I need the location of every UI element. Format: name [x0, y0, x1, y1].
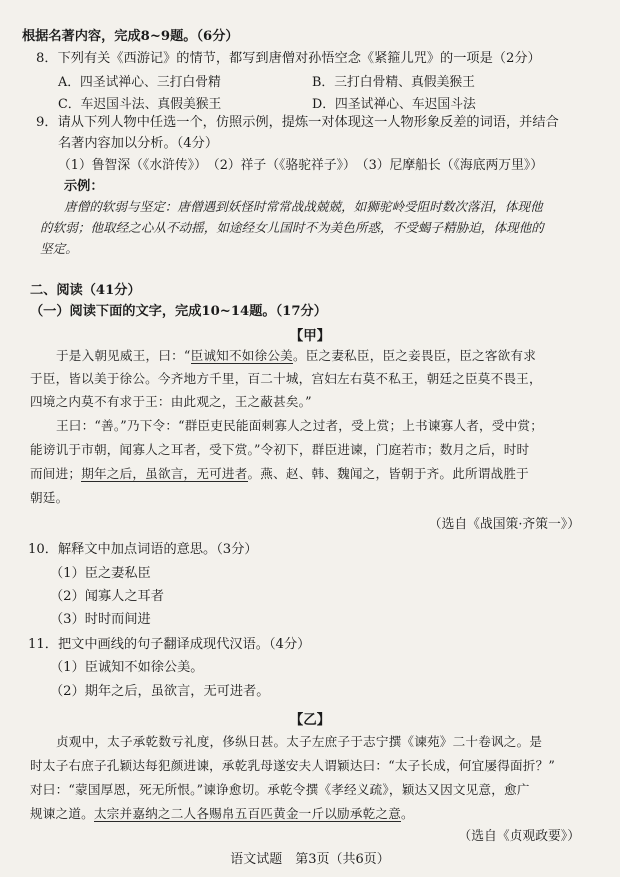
jia-underlined-sentence-2: 期年之后，虽欲言，无可进者 — [81, 466, 248, 481]
part-1-heading: （一）阅读下面的文字，完成10~14题。（17分） — [30, 304, 327, 319]
q8-option-c: C．车迟国斗法、真假美猴王 — [58, 97, 222, 112]
q9-choices: （1）鲁智深（《水浒传》） （2）祥子（《骆驼祥子》） （3）尼摩船长（《海底两万里》） — [58, 158, 544, 173]
q9-example-label: 示例： — [64, 179, 104, 194]
passage-jia-title: 【甲】 — [289, 328, 331, 344]
jia-paragraph2-line1: 王曰：“善。”乃下令：“群臣吏民能面刺寡人之过者，受上赏；上书谏寡人者，受中赏； — [56, 418, 543, 433]
passage-yi-title: 【乙】 — [289, 712, 331, 728]
q8-option-b: B．三打白骨精、真假美猴王 — [312, 75, 475, 90]
q8-option-d: D．四圣试禅心、车迟国斗法 — [312, 97, 476, 112]
q8-stem: 8．下列有关《西游记》的情节，都写到唐僧对孙悟空念《紧箍儿咒》的一项是（2分） — [36, 51, 541, 66]
reading-intro: 根据名著内容，完成8~9题。（6分） — [22, 29, 239, 44]
section-2-heading: 二、阅读（41分） — [30, 283, 141, 298]
q9-stem-line1: 9．请从下列人物中任选一个，仿照示例，提炼一对体现这一人物形象反差的词语，并结合 — [36, 115, 559, 130]
jia-paragraph2-line2: 能谤讥于市朝，闻寡人之耳者，受下赏。”令初下，群臣进谏，门庭若市；数月之后，时时 — [30, 442, 530, 457]
jia-text: 而间进； — [30, 466, 82, 481]
q9-example-line1: 唐僧的软弱与坚定：唐僧遇到妖怪时常常战战兢兢，如狮驼岭受阻时数次落泪，体现他 — [64, 199, 543, 214]
jia-paragraph1-line2: 于臣，皆以美于徐公。今齐地方千里，百二十城，宫妇左右莫不私王，朝廷之臣莫不畏王， — [30, 371, 542, 386]
yi-source: （选自《贞观政要》） — [458, 829, 580, 844]
jia-text: 于是入朝见威王，曰：“ — [56, 348, 191, 363]
page-footer: 语文试题 第3页（共6页） — [230, 852, 390, 867]
q10-item1: （1）臣之妻私臣 — [50, 566, 151, 581]
q11-stem: 11．把文中画线的句子翻译成现代汉语。（4分） — [28, 637, 311, 652]
q10-item3: （3）时时而间进 — [50, 612, 151, 627]
yi-text: 。 — [401, 806, 414, 821]
yi-line3: 对曰：“蒙国厚恩，死无所恨。”谏诤愈切。承乾令撰《孝经义疏》，颖达又因文见意，愈广 — [30, 782, 530, 797]
q9-example-line2: 的软弱；他取经之心从不动摇，如途经女儿国时不为美色所惑，不受蝎子精胁迫，体现他的 — [40, 220, 544, 235]
jia-paragraph2-line4: 朝廷。 — [30, 490, 69, 505]
jia-text: 。臣之妻私臣，臣之妾畏臣，臣之客欲有求 — [292, 348, 537, 363]
jia-paragraph1-line1 — [56, 347, 536, 365]
yi-text: 规谏之道。 — [30, 806, 94, 821]
q8-option-a: A．四圣试禅心、三打白骨精 — [58, 75, 221, 90]
jia-paragraph1-line3: 四境之内莫不有求于王：由此观之，王之蔽甚矣。” — [30, 394, 312, 409]
yi-line1: 贞观中，太子承乾数亏礼度，侈纵日甚。太子左庶子于志宁撰《谏苑》二十卷讽之。是 — [56, 734, 543, 749]
q10-item2: （2）闻寡人之耳者 — [50, 589, 164, 604]
jia-text: 。燕、赵、韩、魏闻之，皆朝于齐。此所谓战胜于 — [247, 466, 529, 481]
jia-underlined-sentence-1: 臣诚知不如徐公美 — [190, 348, 293, 363]
q10-stem: 10．解释文中加点词语的意思。（3分） — [28, 542, 258, 557]
yi-line4 — [30, 805, 414, 823]
jia-paragraph2-line3 — [30, 465, 529, 483]
q9-example-line3: 坚定。 — [40, 241, 78, 256]
q11-item1: （1）臣诚知不如徐公美。 — [50, 660, 204, 675]
q9-stem-line2: 名著内容加以分析。（4分） — [58, 136, 219, 151]
q11-item2: （2）期年之后，虽欲言，无可进者。 — [50, 684, 270, 699]
jia-source: （选自《战国策·齐策一》） — [428, 517, 580, 532]
yi-line2: 时太子右庶子孔颖达每犯颜进谏，承乾乳母遂安夫人谓颖达曰：“太子长成，何宜屡得面折？” — [30, 758, 556, 773]
yi-underlined-sentence: 太宗并嘉纳之二人各赐帛五百匹黄金一斤以励承乾之意 — [93, 806, 402, 821]
